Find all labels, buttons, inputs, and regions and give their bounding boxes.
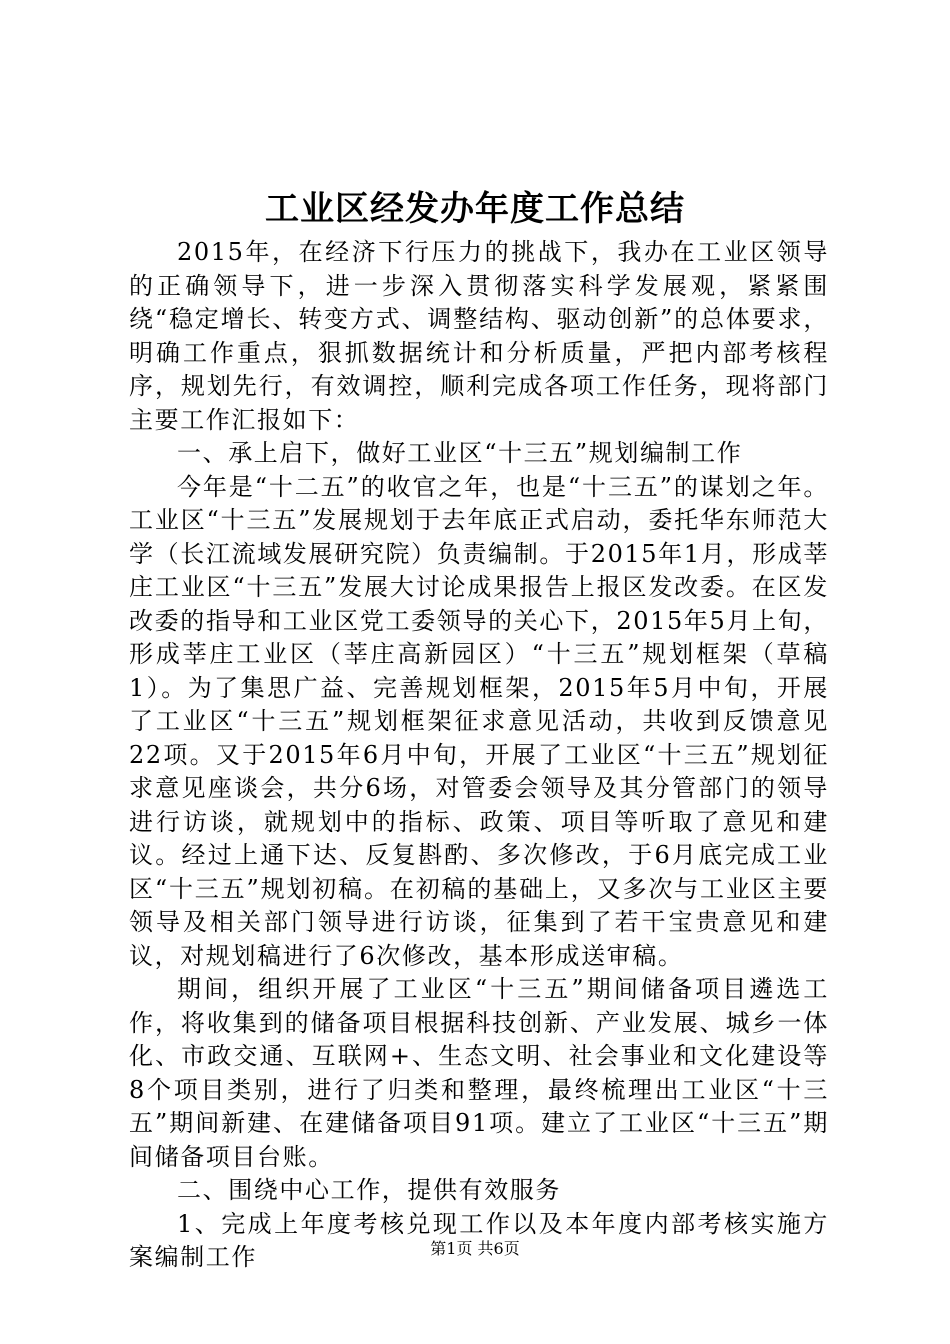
page-footer: 第1页 共6页 [430, 1239, 520, 1258]
paragraph-intro: 2015年，在经济下行压力的挑战下，我办在工业区领导的正确领导下，进一步深入贯彻落实科学发展观，紧紧围绕“稳定增长、转变方式、调整结构、驱动创新”的总体要求，明确工作重点，狠抓数据统计和分析质量，严把内部考核程序，规划先行，有效调控，顺利完成各项工作任务，现将部门主要工作汇报如下： [129, 238, 829, 434]
paragraph-reserve-projects: 期间，组织开展了工业区“十三五”期间储备项目遴选工作，将收集到的储备项目根据科技创新、产业发展、城乡一体化、市政交通、互联网+、生态文明、社会事业和文化建设等8个项目类别，进行了归类和整理，最终梳理出工业区“十三五”期间新建、在建储备项目91项。建立了工业区“十三五”期间储备项目台账。 [129, 975, 829, 1171]
section-heading-1: 一、承上启下，做好工业区“十三五”规划编制工作 [177, 439, 743, 467]
subsection-heading-1: 1、完成上年度考核兑现工作以及本年度内部考核实施方案编制工作 [129, 1209, 829, 1271]
document-body [129, 236, 829, 1275]
section-heading-2: 二、围绕中心工作，提供有效服务 [177, 1176, 561, 1204]
document-title: 工业区经发办年度工作总结 [265, 189, 685, 229]
paragraph-planning: 今年是“十二五”的收官之年，也是“十三五”的谋划之年。工业区“十三五”发展规划于去年底正式启动，委托华东师范大学（长江流域发展研究院）负责编制。于2015年1月，形成莘庄工业区“十三五”发展大讨论成果报告上报区发改委。在区发改委的指导和工业区党工委领导的关心下，2015年5月上旬，形成莘庄工业区（莘庄高新园区）“十三五”规划框架（草稿1）。为了集思广益、完善规划框架，2015年5月中旬，开展了工业区“十三五”规划框架征求意见活动，共收到反馈意见22项。又于2015年6月中旬，开展了工业区“十三五”规划征求意见座谈会，共分6场，对管委会领导及其分管部门的领导进行访谈，就规划中的指标、政策、项目等听取了意见和建议。经过上通下达、反复斟酌、多次修改，于6月底完成工业区“十三五”规划初稿。在初稿的基础上，又多次与工业区主要领导及相关部门领导进行访谈，征集到了若干宝贵意见和建议，对规划稿进行了6次修改，基本形成送审稿。 [129, 472, 829, 970]
